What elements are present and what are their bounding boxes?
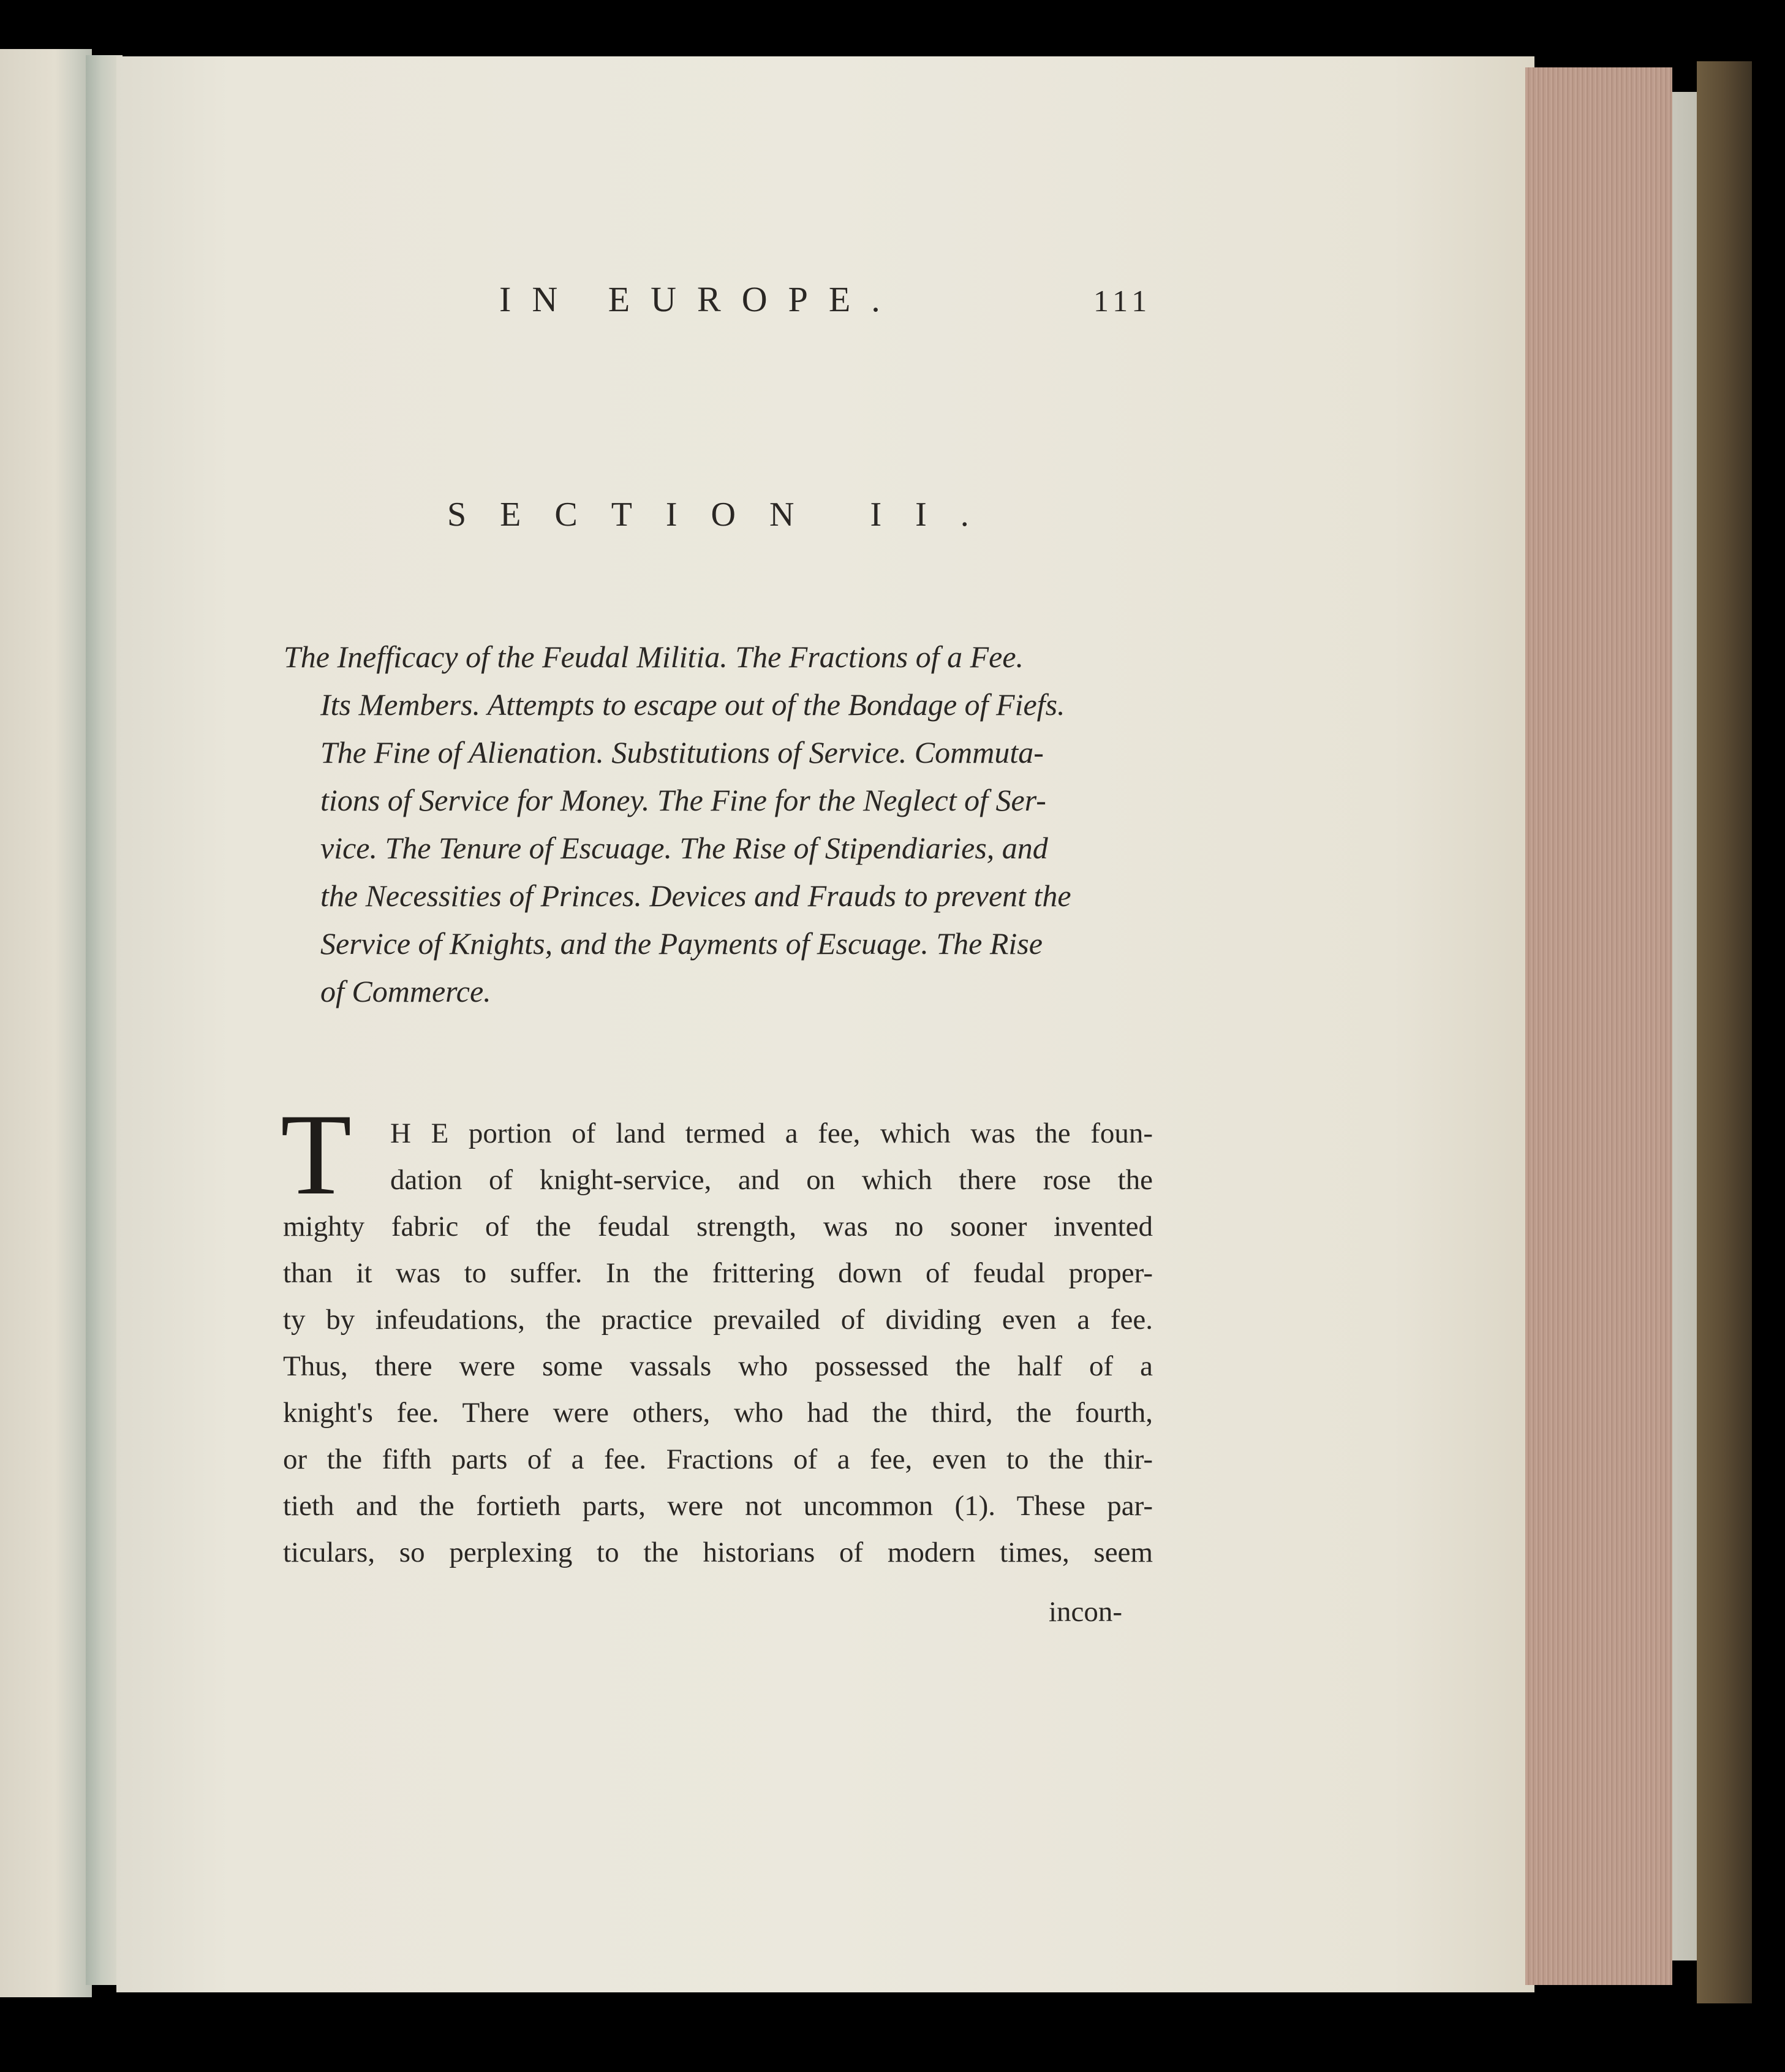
body-line: or the fifth parts of a fee. Fractions of a fee, even to the thir- [283,1443,1153,1475]
page [116,56,1534,1992]
body-line: Thus, there were some vassals who possessed the half of a [283,1350,1153,1382]
section-summary [284,633,1153,1015]
book-cover [1697,61,1752,2003]
summary-line: vice. The Tenure of Escuage. The Rise of Stipendiaries, and [320,831,1048,865]
summary-line: of Commerce. [320,974,491,1008]
summary-line: The Inefficacy of the Feudal Militia. The Fractions of a Fee. [284,640,1024,674]
left-page-edge [0,49,92,1997]
page-edges [1525,67,1672,1985]
body-line: ty by infeudations, the practice prevailed of dividing even a fee. [283,1304,1153,1336]
body-line: knight's fee. There were others, who had the third, the fourth, [283,1397,1153,1429]
body-line: than it was to suffer. In the frittering down of feudal proper- [283,1257,1153,1289]
summary-line: the Necessities of Princes. Devices and Frauds to prevent the [320,879,1071,913]
body-line: tieth and the fortieth parts, were not uncommon (1). These par- [283,1490,1153,1522]
body-line: H E portion of land termed a fee, which was the foun- [390,1117,1153,1149]
drop-cap: T [281,1091,352,1219]
summary-line: Its Members. Attempts to escape out of the Bondage of Fiefs. [320,687,1065,722]
summary-line: Service of Knights, and the Payments of Escuage. The Rise [320,926,1043,961]
page-number: 111 [1093,284,1152,318]
body-line: mighty fabric of the feudal strength, was no sooner invented [283,1211,1153,1242]
summary-line: The Fine of Alienation. Substitutions of Service. Commuta- [320,735,1044,769]
summary-line: tions of Service for Money. The Fine for the Neglect of Ser- [320,783,1046,817]
section-heading: SECTION II. [447,496,1003,534]
body-line: ticulars, so perplexing to the historians of modern times, seem [283,1537,1153,1568]
catchword: incon- [1049,1596,1123,1628]
body-text [283,1110,1153,1576]
running-title: IN EUROPE. [499,279,901,319]
body-line: dation of knight-service, and on which there rose the [390,1164,1153,1196]
